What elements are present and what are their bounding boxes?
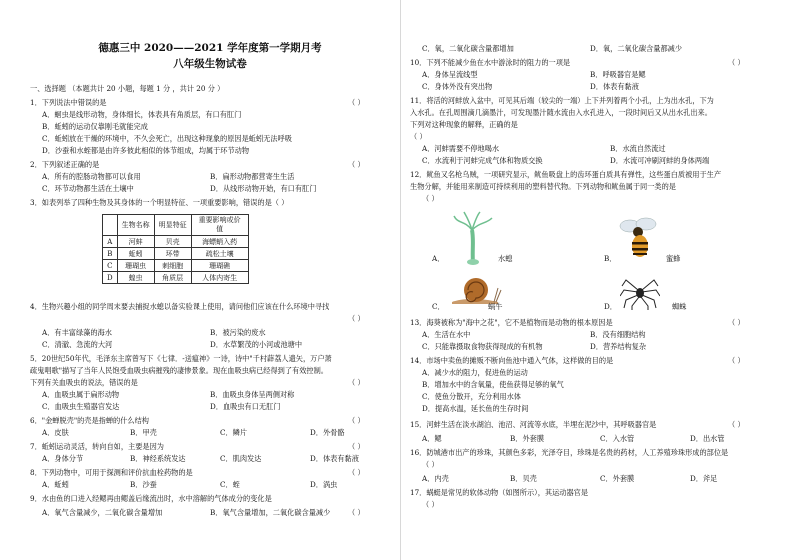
q15-stem: 15．河蚌生活在淡水湖泊、池沼、河流等水底，半埋在泥沙中，其呼吸器官是 xyxy=(410,420,657,429)
q6-stem: 6．"金蝉脱壳"的壳是指蝉的什么结构 xyxy=(30,416,149,425)
q7-option-c: C．肌肉发达 xyxy=(220,454,262,463)
q13-stem: 13．海葵被称为"海中之花"，它不是植物而是动物的根本原因是 xyxy=(410,318,613,327)
q8-option-d: D．涡虫 xyxy=(310,480,338,489)
q11-option-d: D．水流可冲刷河蚌的身体两端 xyxy=(610,156,710,165)
q15-option-d: D．出水管 xyxy=(690,434,725,443)
q12-option-a-letter: A． xyxy=(432,254,445,263)
q9-blank: （ ） xyxy=(348,508,365,517)
table-cell: B xyxy=(103,248,118,260)
bee-image xyxy=(616,212,662,262)
q3-stem: 3．如表列举了四种生物及其身体的一个明显特征、一项重要影响，错误的是（ ） xyxy=(30,198,289,207)
q2-option-b: B．扁形动物都营寄生生活 xyxy=(210,172,295,181)
column-divider xyxy=(400,0,401,560)
q7-option-d: D．体表有黏液 xyxy=(310,454,359,463)
table-cell: 蝗虫 xyxy=(117,272,154,284)
q14-stem: 14．市场中卖鱼的摊贩不断向鱼池中通入气体，这样做的目的是 xyxy=(410,356,614,365)
q7-option-b: B．神经系统发达 xyxy=(130,454,186,463)
q9-option-b: B．氧气含量增加，二氧化碳含量减少 xyxy=(210,508,331,517)
q16-option-a: A．内壳 xyxy=(422,474,449,483)
q4-option-b: B．被污染的废水 xyxy=(210,328,266,337)
snail-image xyxy=(448,270,502,306)
q2-option-c: C．环节动物都生活在土壤中 xyxy=(42,184,134,193)
q15-option-b: B．外套膜 xyxy=(510,434,545,443)
q10-stem: 10．下列不能减少鱼在水中游泳时的阻力的一项是 xyxy=(410,58,571,67)
q9-option-d: D．氧，二氧化碳含量都减少 xyxy=(590,44,683,53)
table-cell: C xyxy=(103,260,118,272)
q9-stem: 9．水由鱼的口进入经鳃再由鳃盖后缘流出时，水中溶解的气体成分的变化是 xyxy=(30,494,272,503)
table-header-row xyxy=(103,215,249,236)
table-cell: 贝壳 xyxy=(154,236,191,248)
q10-option-c: C．身体外没有突出物 xyxy=(422,82,493,91)
q12-option-c-letter: C． xyxy=(432,302,445,311)
table-header-cell: 明显特征 xyxy=(154,215,191,236)
q13-blank: （ ） xyxy=(728,318,745,327)
q5-line-3: 下列有关血吸虫的说法，错误的是 xyxy=(30,378,138,387)
q6-option-d: D．外骨骼 xyxy=(310,428,345,437)
exam-subtitle: 八年级生物试卷 xyxy=(173,58,247,70)
q12-option-b-letter: B． xyxy=(604,254,617,263)
table-cell: 河蚌 xyxy=(117,236,154,248)
q16-option-d: D．斧足 xyxy=(690,474,718,483)
q8-option-a: A．蚯蚓 xyxy=(42,480,69,489)
q14-blank: （ ） xyxy=(728,356,745,365)
q12-line-2: 生物分解，并能用来制造可持续利用的塑料替代物。下列动物和鱿鱼属于同一类的是 xyxy=(410,182,676,191)
q10-option-a: A．身体呈流线型 xyxy=(422,70,478,79)
q8-stem: 8．下列动物中，可用于探测和评价抗血栓药物的是 xyxy=(30,468,193,477)
q5-option-d: D．血吸虫有口无肛门 xyxy=(210,402,281,411)
q6-option-b: B．甲壳 xyxy=(130,428,157,437)
q4-option-d: D．水草繁茂的小河或池塘中 xyxy=(210,340,303,349)
q16-blank: （ ） xyxy=(422,460,439,469)
right-column xyxy=(410,0,770,560)
q6-blank: （ ） xyxy=(348,416,365,425)
q9-option-a: A．氧气含量减少，二氧化碳含量增加 xyxy=(42,508,163,517)
q4-option-c: C．清澈、急流的大河 xyxy=(42,340,113,349)
table-header-cell xyxy=(103,215,118,236)
table-cell: 角质层 xyxy=(154,272,191,284)
table-row xyxy=(103,236,249,248)
q7-stem: 7．蚯蚓运动灵活，转向自如，主要是因为 xyxy=(30,442,164,451)
q2-option-d: D．从线形动物开始，有口有肛门 xyxy=(210,184,317,193)
q16-option-b: B．贝壳 xyxy=(510,474,537,483)
q7-blank: （ ） xyxy=(348,442,365,451)
q1-option-c: C．蚯蚓放在干燥的环境中，不久会死亡，出现这种现象的原因是蚯蚓无法呼吸 xyxy=(42,134,292,143)
q11-option-a: A．河蚌需要不停地喝水 xyxy=(422,144,500,153)
table-header-cell: 重要影响或价值 xyxy=(191,215,248,236)
q8-option-c: C．蛭 xyxy=(220,480,240,489)
q1-option-d: D．沙蚕和水蛭都是由许多彼此相似的体节组成，均属于环节动物 xyxy=(42,146,250,155)
table-header-cell: 生物名称 xyxy=(117,215,154,236)
section-heading: 一、选择题 （本题共计 20 小题，每题 1 分 ，共计 20 分 ） xyxy=(30,84,225,93)
table-cell: 环带 xyxy=(154,248,191,260)
spider-image xyxy=(620,276,660,310)
q12-option-a-name: 水螅 xyxy=(498,254,513,263)
q13-option-b: B．没有细胞结构 xyxy=(590,330,646,339)
q16-line-1: 16．防城港市出产的珍珠，其颜色多彩，光泽夺目，珍珠是名贵的药材，人工养殖珍珠形成的部位是 xyxy=(410,448,729,457)
table-cell: 刺细胞 xyxy=(154,260,191,272)
q9-option-c: C．氧，二氧化碳含量都增加 xyxy=(422,44,514,53)
q11-option-c: C．水流利于河蚌完成气体和物质交换 xyxy=(422,156,543,165)
q15-option-a: A．鳃 xyxy=(422,434,442,443)
table-row xyxy=(103,260,249,272)
table-cell: 蚯蚓 xyxy=(117,248,154,260)
q2-option-a: A．所有的腔肠动物都可以食用 xyxy=(42,172,141,181)
q8-blank: （ ） xyxy=(348,468,365,477)
table-cell: 珊瑚礁 xyxy=(191,260,248,272)
left-column xyxy=(30,0,390,560)
q14-option-a: A．减少水的阻力，促进鱼的运动 xyxy=(422,368,528,377)
q3-table xyxy=(102,214,249,284)
q12-option-c-name: 蜗牛 xyxy=(488,302,503,311)
q12-option-b-name: 蜜蜂 xyxy=(666,254,681,263)
q5-option-a: A．血吸虫属于扁形动物 xyxy=(42,390,120,399)
q4-stem: 4．生物兴趣小组的同学周末要去捕捉水螅以备实验课上使用，请问他们应该在什么环境中寻找 xyxy=(30,302,330,311)
q2-stem: 2．下列叙述正确的是 xyxy=(30,160,100,169)
q15-blank: （ ） xyxy=(728,420,745,429)
q11-blank: （ ） xyxy=(410,132,427,141)
q13-option-d: D．营养结构复杂 xyxy=(590,342,647,351)
q14-option-b: B．增加水中的含氧量，使鱼获得足够的氧气 xyxy=(422,380,564,389)
q14-option-d: D．提高水温，延长鱼的生存时间 xyxy=(422,404,529,413)
q10-option-d: D．体表有黏液 xyxy=(590,82,639,91)
q5-line-1: 5．20世纪50年代，毛泽东主席曾写下《七律．-送瘟神》一诗，诗中"千村薜荔人遗矢，万户萧 xyxy=(30,354,332,363)
q6-option-c: C．鳞片 xyxy=(220,428,248,437)
table-cell: A xyxy=(103,236,118,248)
q12-blank: （ ） xyxy=(422,194,439,203)
q1-blank: （ ） xyxy=(348,98,365,107)
table-cell: 疏松土壤 xyxy=(191,248,248,260)
q12-option-d-letter: D． xyxy=(604,302,617,311)
q1-option-b: B．蚯蚓的运动仅靠刚毛就能完成 xyxy=(42,122,148,131)
q5-blank: （ ） xyxy=(348,378,365,387)
q4-blank: （ ） xyxy=(348,314,365,323)
q8-option-b: B．沙蚕 xyxy=(130,480,157,489)
table-cell: 海螵蛸入药 xyxy=(191,236,248,248)
q4-option-a: A．有丰富绿藻的海水 xyxy=(42,328,112,337)
q1-stem: 1．下列说法中错误的是 xyxy=(30,98,107,107)
q2-blank: （ ） xyxy=(348,160,365,169)
q1-option-a: A．蛔虫是线形动物，身体细长，体表具有角质层，有口有肛门 xyxy=(42,110,242,119)
q10-blank: （ ） xyxy=(728,58,745,67)
hydra-image xyxy=(450,210,496,266)
q12-line-1: 12．鱿鱼又名枪乌贼，一项研究显示，鱿鱼吸盘上的齿环蛋白质具有弹性，这些蛋白质被用于生产 xyxy=(410,170,722,179)
q11-option-b: B．水流自然流过 xyxy=(610,144,666,153)
q11-line-1: 11．将活的河蚌放入盆中，可见其后端（较尖的一端）上下并列着两个小孔，上为出水孔，下为 xyxy=(410,96,714,105)
table-cell: 珊瑚虫 xyxy=(117,260,154,272)
q11-line-3: 下列对这种现象的解释，正确的是 xyxy=(410,120,518,129)
table-cell: D xyxy=(103,272,118,284)
q11-line-2: 入水孔。在孔周围滴几滴墨汁，可发现墨汁随水流由入水孔进入，一段时间后又从出水孔出来。 xyxy=(410,108,712,117)
q17-stem: 17．蜗蜓是常见的软体动物（如图所示），其运动器官是 xyxy=(410,488,589,497)
q7-option-a: A．身体分节 xyxy=(42,454,84,463)
q12-option-d-name: 蜘蛛 xyxy=(672,302,687,311)
q5-option-c: C．血吸虫生殖器官发达 xyxy=(42,402,120,411)
q15-option-c: C．入水管 xyxy=(600,434,635,443)
q5-line-2: 疏鬼唱歌"描写了当年人民饱受血吸虫病摧残的凄惨景象。现在血吸虫病已经得到了有效控制。 xyxy=(30,366,328,375)
q14-option-c: C．使鱼分散开，充分利用水体 xyxy=(422,392,521,401)
q16-option-c: C．外套膜 xyxy=(600,474,635,483)
table-cell: 人体内寄生 xyxy=(191,272,248,284)
q6-option-a: A．皮肤 xyxy=(42,428,69,437)
exam-title: 德惠三中 2020——2021 学年度第一学期月考 xyxy=(98,42,322,54)
q13-option-a: A．生活在水中 xyxy=(422,330,471,339)
q17-blank: （ ） xyxy=(422,500,439,509)
q5-option-b: B．血吸虫身体呈两侧对称 xyxy=(210,390,295,399)
q13-option-c: C．只能靠摄取食物获得现成的有机物 xyxy=(422,342,543,351)
table-row xyxy=(103,272,249,284)
table-row xyxy=(103,248,249,260)
q10-option-b: B．呼吸器官是鳃 xyxy=(590,70,646,79)
